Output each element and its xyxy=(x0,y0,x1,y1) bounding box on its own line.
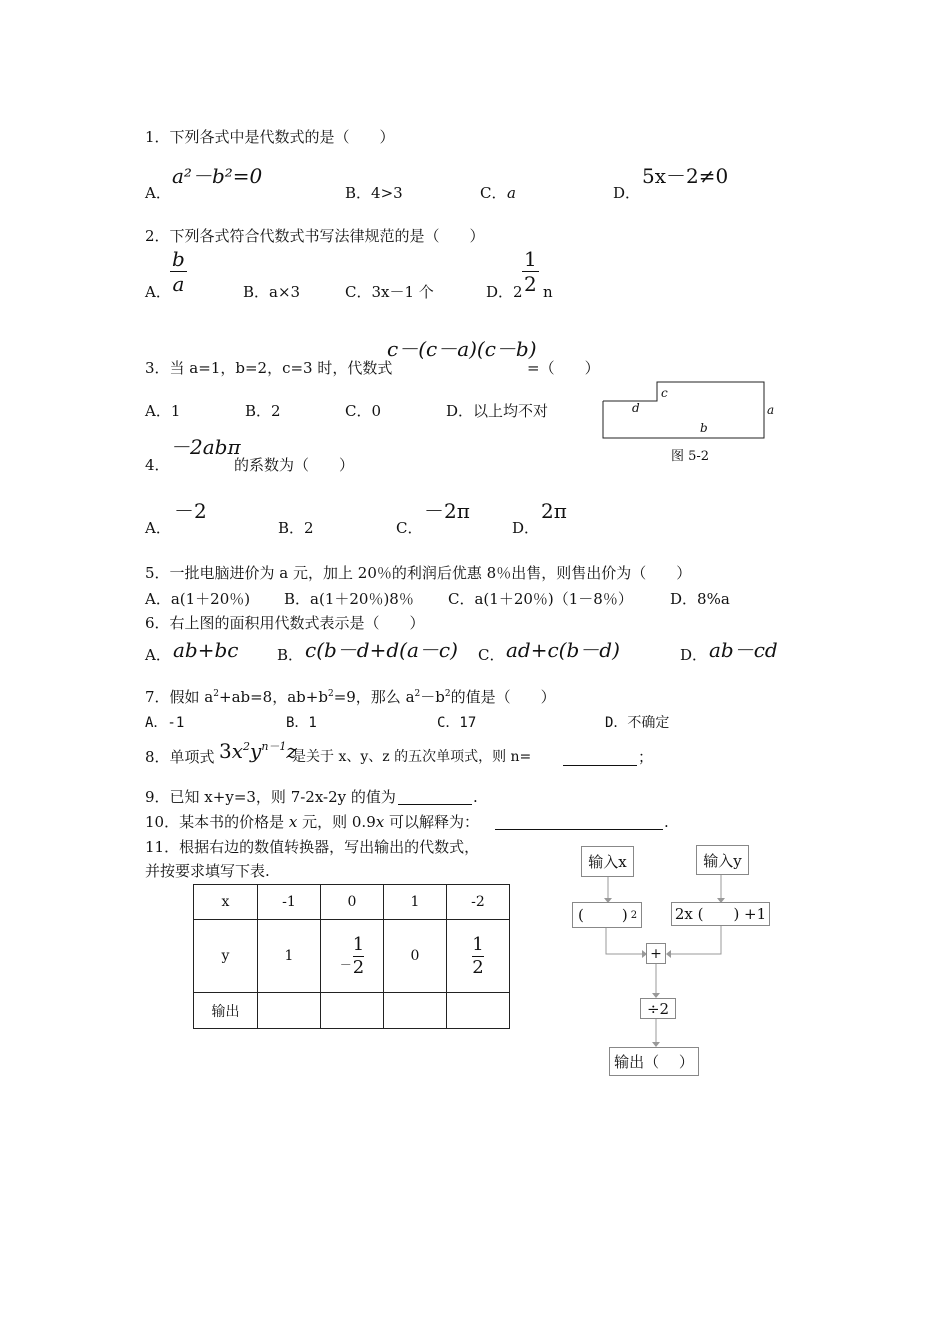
q7-option-b: B．1 xyxy=(286,715,317,731)
q3-option-a: A．1 xyxy=(145,402,181,420)
q1-option-a-expr: a²－b²=0 xyxy=(172,164,263,188)
q3-stem: 3．当 a=1，b=2，c=3 时，代数式 xyxy=(145,359,393,377)
q4-option-a-label: A． xyxy=(145,519,171,537)
q10-var: x xyxy=(375,813,385,831)
table-cell: -2 xyxy=(447,885,510,920)
q6-option-d-label: D． xyxy=(680,646,708,664)
q4-option-d-label: D． xyxy=(512,519,540,537)
q3-option-c: C．0 xyxy=(345,402,382,420)
flow-square-exponent: 2 xyxy=(630,909,638,921)
fraction-sign: － xyxy=(339,957,352,972)
flow-linear-right: ) +1 xyxy=(733,905,767,923)
superscript: 2 xyxy=(213,689,219,699)
q4-expression: －2abπ xyxy=(170,435,241,459)
q6-option-c-label: C． xyxy=(478,646,505,664)
q1-stem: 1．下列各式中是代数式的是（ ） xyxy=(145,128,395,146)
q8-post: 是关于 x、y、z 的五次单项式，则 n= xyxy=(292,749,532,765)
flow-plus-label: + xyxy=(650,945,662,962)
q7-stem-part: +ab=8，ab+b xyxy=(219,688,328,706)
q2-option-d-denominator: 2 xyxy=(524,272,537,296)
q1-option-d-label: D． xyxy=(613,184,641,202)
q4-stem: 的系数为（ ） xyxy=(234,456,355,474)
table-cell: 1 xyxy=(258,920,321,993)
flow-linear-left: 2x ( xyxy=(674,905,704,923)
q10-end: . xyxy=(664,813,669,831)
q2-option-d-tail: n xyxy=(543,283,553,301)
superscript: 2 xyxy=(327,689,334,699)
table-header-output: 输出 xyxy=(194,993,258,1029)
q8-exp-y: n－1 xyxy=(261,740,287,753)
q10-text: 可以解释为： xyxy=(389,813,480,831)
q4-option-d-expr: 2π xyxy=(541,499,567,523)
q8-var-y: y xyxy=(250,739,262,763)
q7-stem-part: 的值是（ ） xyxy=(450,688,556,706)
q1-option-a-label: A． xyxy=(145,184,171,202)
q2-option-c: C．3x－1 个 xyxy=(345,283,434,301)
figure-label-d: d xyxy=(632,401,640,415)
q10-text: 元，则 0.9 xyxy=(302,813,376,831)
q1-option-d-expr: 5x－2≠0 xyxy=(642,164,729,188)
table-header-x: x xyxy=(194,885,258,920)
table-cell: 1 xyxy=(384,885,447,920)
q10-text: 10．某本书的价格是 xyxy=(145,813,285,831)
q1-option-c-label: C． xyxy=(480,184,507,202)
fraction-denominator: 2 xyxy=(352,956,365,978)
q5-option-c: C．a(1＋20％)（1－8％） xyxy=(448,590,633,608)
q9-pre: 9．已知 x+y=3，则 7-2x-2y 的值为 xyxy=(145,788,396,806)
q2-option-b: B．a×3 xyxy=(243,283,301,301)
fraction-numerator: 1 xyxy=(352,933,365,955)
q2-option-d-numerator: 1 xyxy=(524,247,537,271)
q11-line1: 11．根据右边的数值转换器，写出输出的代数式， xyxy=(145,838,480,856)
q4-option-b: B．2 xyxy=(278,519,314,537)
q7-option-d: D．不确定 xyxy=(605,715,670,731)
q2-stem: 2．下列各式符合代数式书写法律规范的是（ ） xyxy=(145,227,485,245)
q2-option-d-label: D．2 xyxy=(486,283,523,301)
flow-square-open: ( xyxy=(578,906,584,924)
q6-option-a-label: A． xyxy=(145,646,171,664)
q7-option-c: C．17 xyxy=(437,715,477,731)
q2-option-a-denominator: a xyxy=(172,272,185,296)
q4-option-c-expr: －2π xyxy=(424,499,470,523)
flow-input-y-label: 输入y xyxy=(703,851,742,870)
flow-square-box xyxy=(572,902,642,928)
flow-square-close: ) xyxy=(621,906,628,924)
q7-stem-part: 7．假如 a xyxy=(145,688,214,706)
table-header-y: y xyxy=(194,920,258,993)
table-cell: 0 xyxy=(384,920,447,993)
superscript: 2 xyxy=(414,689,421,699)
q8-pre: 8．单项式 xyxy=(145,748,215,766)
flow-output-box xyxy=(609,1047,699,1076)
q7-option-a: A．-1 xyxy=(145,715,185,731)
flow-divide-box xyxy=(640,998,676,1019)
q3-expression: c－(c－a)(c－b) xyxy=(387,337,537,361)
q6-stem: 6．右上图的面积用代数式表示是（ ） xyxy=(145,614,425,632)
q6-option-c-expr: ad+c(b－d) xyxy=(506,638,620,662)
flow-linear-box xyxy=(671,902,770,926)
q8-var-x: x xyxy=(231,739,244,763)
q8-end: ； xyxy=(638,748,654,766)
q9-end: . xyxy=(473,788,478,806)
flow-plus-box xyxy=(646,943,666,964)
flow-divide-label: ÷2 xyxy=(646,999,670,1018)
q4-number: 4． xyxy=(145,456,170,474)
figure-label-c: c xyxy=(661,386,668,400)
q4-option-c-label: C． xyxy=(396,519,423,537)
table-cell: 0 xyxy=(321,885,384,920)
superscript: 2 xyxy=(444,689,451,699)
q5-option-b: B．a(1＋20％)8％ xyxy=(284,590,414,608)
q5-option-a: A．a(1＋20％) xyxy=(145,590,251,608)
q8-var-z: z xyxy=(286,739,297,763)
q8-exp-x: 2 xyxy=(243,740,251,753)
flow-input-x-label: 输入x xyxy=(588,853,627,871)
q11-line2: 并按要求填写下表. xyxy=(145,862,270,880)
fraction-numerator: 1 xyxy=(472,933,484,955)
q8-coefficient: 3 xyxy=(219,739,232,763)
q3-option-b: B．2 xyxy=(245,402,281,420)
q2-option-a-numerator: b xyxy=(172,247,185,271)
q7-stem-part: =9，那么 a xyxy=(333,688,415,706)
q5-option-d: D．8%a xyxy=(670,590,730,608)
figure-label-b: b xyxy=(700,421,708,435)
figure-caption: 图 5-2 xyxy=(671,449,710,464)
figure-label-a: a xyxy=(767,403,775,417)
flow-input-y-box xyxy=(696,845,749,875)
table-cell: -1 xyxy=(258,885,321,920)
flow-input-x-box xyxy=(581,846,634,877)
q4-option-a-expr: －2 xyxy=(174,499,207,523)
q2-option-a-label: A． xyxy=(145,283,171,301)
q3-option-d: D．以上均不对 xyxy=(446,402,549,420)
q6-option-b-label: B． xyxy=(277,646,304,664)
q6-option-a-expr: ab+bc xyxy=(173,638,239,662)
q7-stem-part: －b xyxy=(420,688,445,706)
fraction-denominator: 2 xyxy=(472,956,484,978)
q6-option-b-expr: c(b－d+d(a－c) xyxy=(305,638,458,662)
q3-tail: =（ ） xyxy=(527,359,600,377)
q5-stem: 5．一批电脑进价为 a 元，加上 20％的利润后优惠 8％出售，则售出价为（ ） xyxy=(145,564,692,582)
q1-option-b: B．4>3 xyxy=(345,184,403,202)
q1-option-c-var: a xyxy=(507,184,516,202)
q10-var: x xyxy=(288,813,298,831)
q6-option-d-expr: ab－cd xyxy=(709,638,778,662)
flow-output-label: 输出（ ） xyxy=(614,1053,694,1071)
